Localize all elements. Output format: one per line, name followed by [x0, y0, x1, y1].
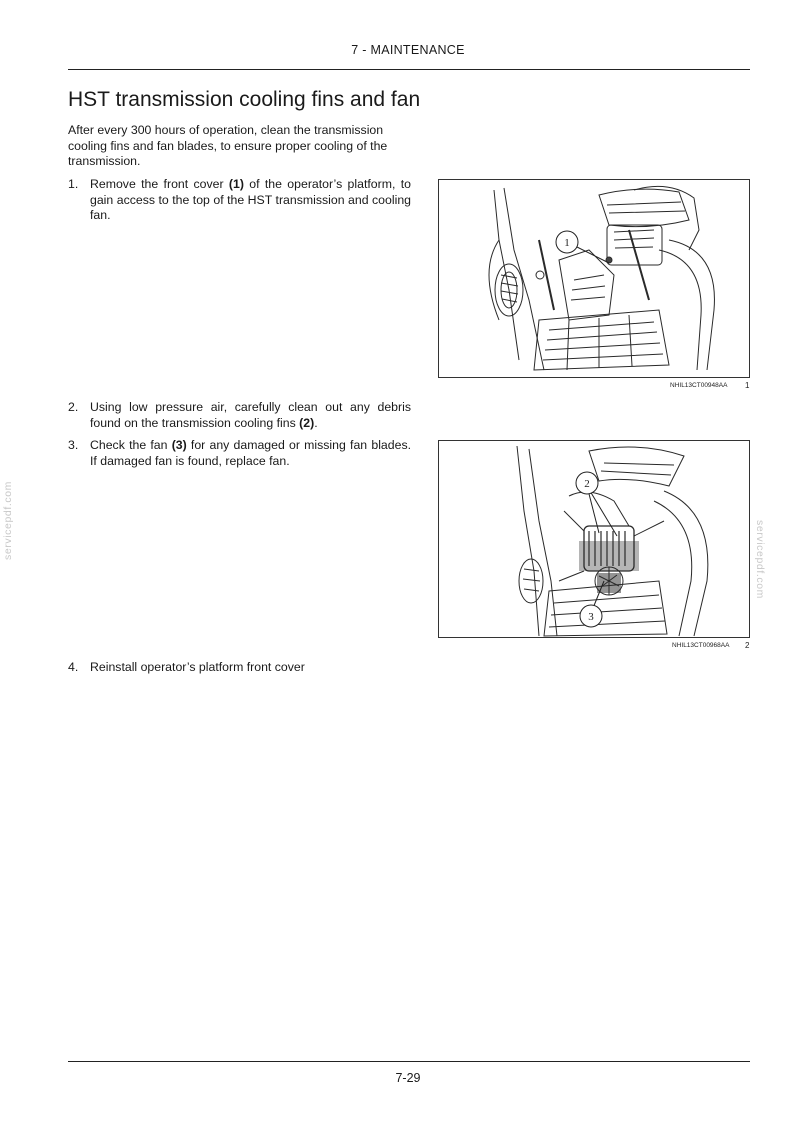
step-number: 3. — [68, 438, 79, 452]
intro-paragraph: After every 300 hours of operation, clean the transmission cooling fins and fan blades, to ensure proper cooling of the transmission. — [68, 123, 388, 168]
step-text: Check the fan (3) for any damaged or missing fan blades. If damaged fan is found, replace fan. — [90, 438, 412, 468]
figure-1-number: 1 — [745, 381, 750, 390]
step-2 — [68, 400, 411, 431]
step-1 — [68, 177, 411, 224]
step-number: 4. — [68, 660, 79, 674]
page-number: 7-29 — [395, 1071, 421, 1085]
step-3 — [68, 438, 411, 469]
step-number: 1. — [68, 177, 79, 191]
figure-1-illustration — [439, 180, 749, 377]
step-text: Using low pressure air, carefully clean out any debris found on the transmission cooling fins (2). — [90, 400, 411, 430]
part-reference: (2) — [299, 415, 315, 430]
chapter-header: 7 - MAINTENANCE — [351, 43, 465, 57]
step-text: Remove the front cover (1) of the operator’s platform, to gain access to the top of the HST transmission and cooling fan. — [90, 177, 411, 222]
figure-2-illustration — [439, 441, 749, 637]
part-reference: (1) — [228, 177, 244, 191]
step-4 — [68, 660, 411, 676]
figure-2-number: 2 — [745, 641, 750, 650]
step-text: Reinstall operator’s platform front cover — [90, 660, 305, 674]
figure-2-code: NHIL13CT00968AA — [672, 642, 730, 649]
figure-2-frame — [438, 440, 750, 638]
svg-text:3: 3 — [588, 611, 594, 623]
figure-1-frame — [438, 179, 750, 378]
part-reference: (3) — [171, 438, 187, 452]
svg-text:2: 2 — [584, 478, 590, 490]
figure-1-code: NHIL13CT00948AA — [670, 382, 728, 389]
section-title: HST transmission cooling fins and fan — [68, 88, 421, 111]
header-rule — [68, 69, 750, 70]
footer-rule — [68, 1061, 750, 1062]
svg-text:1: 1 — [564, 237, 570, 249]
step-number: 2. — [68, 400, 79, 414]
